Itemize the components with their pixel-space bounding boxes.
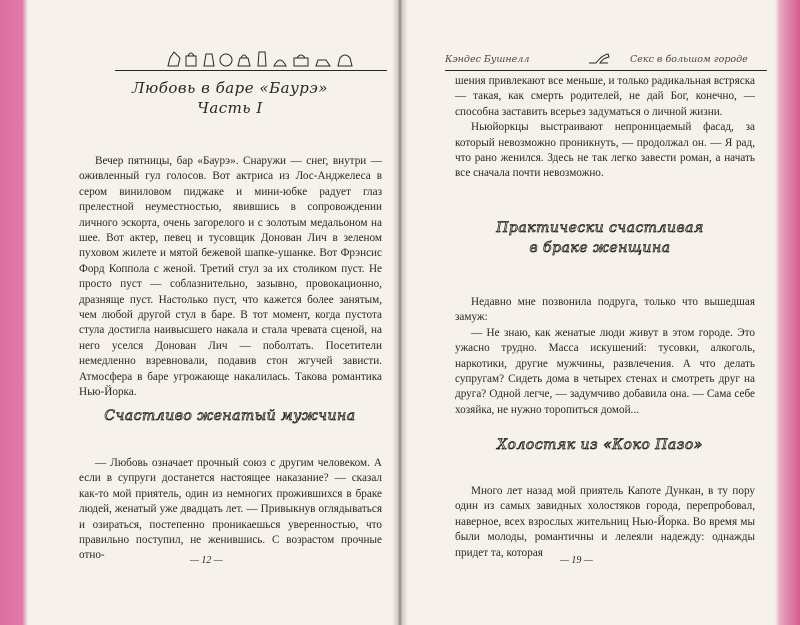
chapter-title	[90, 78, 370, 118]
paragraph: Вечер пятницы, бар «Баурэ». Снаружи — снег, внутри — оживленный гул голосов. Вот актриса из Лос-Анджелеса в сером виниловом пиджаке и мини-юбке радует глаз прелестной неуместностью, явившись в сопровождении личного эскорта, очень загорелого и с золотым медальоном на шее. Вот актер, певец и тусовщик Донован Лич в зеленом пуховом жилете и мятой бежевой шапке-ушанке. Вот Фрэнсис Форд Коппола с женой. Третий стул за их столиком пуст. Не просто пуст — соблазнительно, зазывно, провокационно, дразняще пуст. Настолько пуст, что кажется более занятым, чем любой другой стул в баре. В тот момент, когда пустота стула достигла наивысшего накала и стала чревата сценой, на него уселся Донован Лич — поболтать. Посетители немедленно взревновали, подавив стон жгучей зависти. Атмосфера в баре угрожающе накалилась. Такова романтика Нью-Йорка.	[79, 155, 382, 399]
running-head-title: Секс в большом городе	[630, 54, 748, 65]
chapter-title-line2: Часть I	[197, 99, 263, 117]
paragraph: Недавно мне позвонила подруга, только что вышедшая замуж:	[455, 296, 755, 324]
page-number-left: — 12 —	[190, 555, 223, 566]
paragraph: Много лет назад мой приятель Капоте Дункан, в ту пору один из самых завидных холостяков города, перепробовал, наверное, всех взрослых жительниц Нью-Йорка. Во время мы были молоды, романтичны и лелеяли надежду: однажды придет та, которая	[455, 485, 755, 559]
accessories-icon	[166, 48, 362, 68]
page-number-right: — 19 —	[560, 555, 593, 566]
right-body-text-2	[455, 295, 755, 418]
left-body-text-2	[79, 456, 382, 564]
section-title-line2: в браке женщина	[529, 240, 671, 256]
left-body-text-1	[79, 154, 382, 401]
shoe-icon	[588, 51, 610, 65]
paragraph: шения привлекают все меньше, и только радикальная встряска — такая, как смерть родителей, не дай Бог, конечно, — способна заставить всерьез задуматься о личной жизни.	[455, 75, 755, 118]
right-body-text-1	[455, 74, 755, 182]
running-head-author: Кэндес Бушнелл	[445, 54, 530, 65]
paragraph: — Не знаю, как женатые люди живут в этом городе. Это ужасно трудно. Масса искушений: тусовки, алкоголь, наркотики, другие мужчины, развлечения. А что делать супругам? Сидеть дома в четырех стенах и смотреть друг на друга? Одной легче, — задумчиво добавила она. — Сама себе хозяйка, не нужно торопиться домой...	[455, 326, 755, 416]
section-title	[450, 218, 750, 258]
left-page	[30, 0, 392, 625]
chapter-title-line1: Любовь в баре «Баурэ»	[132, 79, 328, 97]
folio-right: 19	[571, 555, 582, 566]
paragraph: Ньюйоркцы выстраивают непроницаемый фасад, за который невозможно проникнуть, — продолжал он. — Я рад, что рано женился. Здесь не так легко завести роман, а начать все сначала почти невозможно.	[455, 121, 755, 180]
paragraph: — Любовь означает прочный союз с другим человеком. А если в супруги достанется настоящее наказание? — сказал как-то мой приятель, один из немногих прожившихся в браке людей, женатый уже двадцать лет. — Привыкнув оглядываться и озираться, постепенно проникаешься уверенностью, что правильно поступил, не женившись. С возрастом прочные отно-	[79, 457, 382, 562]
header-rule	[445, 70, 767, 71]
header-rule	[115, 70, 387, 71]
decorative-icons-strip	[166, 48, 362, 68]
section-title: Счастливо женатый мужчина	[104, 408, 356, 424]
right-body-text-3	[455, 484, 755, 561]
section-title: Холостяк из «Коко Пазо»	[497, 437, 703, 453]
right-page	[410, 0, 770, 625]
folio-left: 12	[201, 555, 212, 566]
section-title-line1: Практически счастливая	[496, 220, 704, 236]
